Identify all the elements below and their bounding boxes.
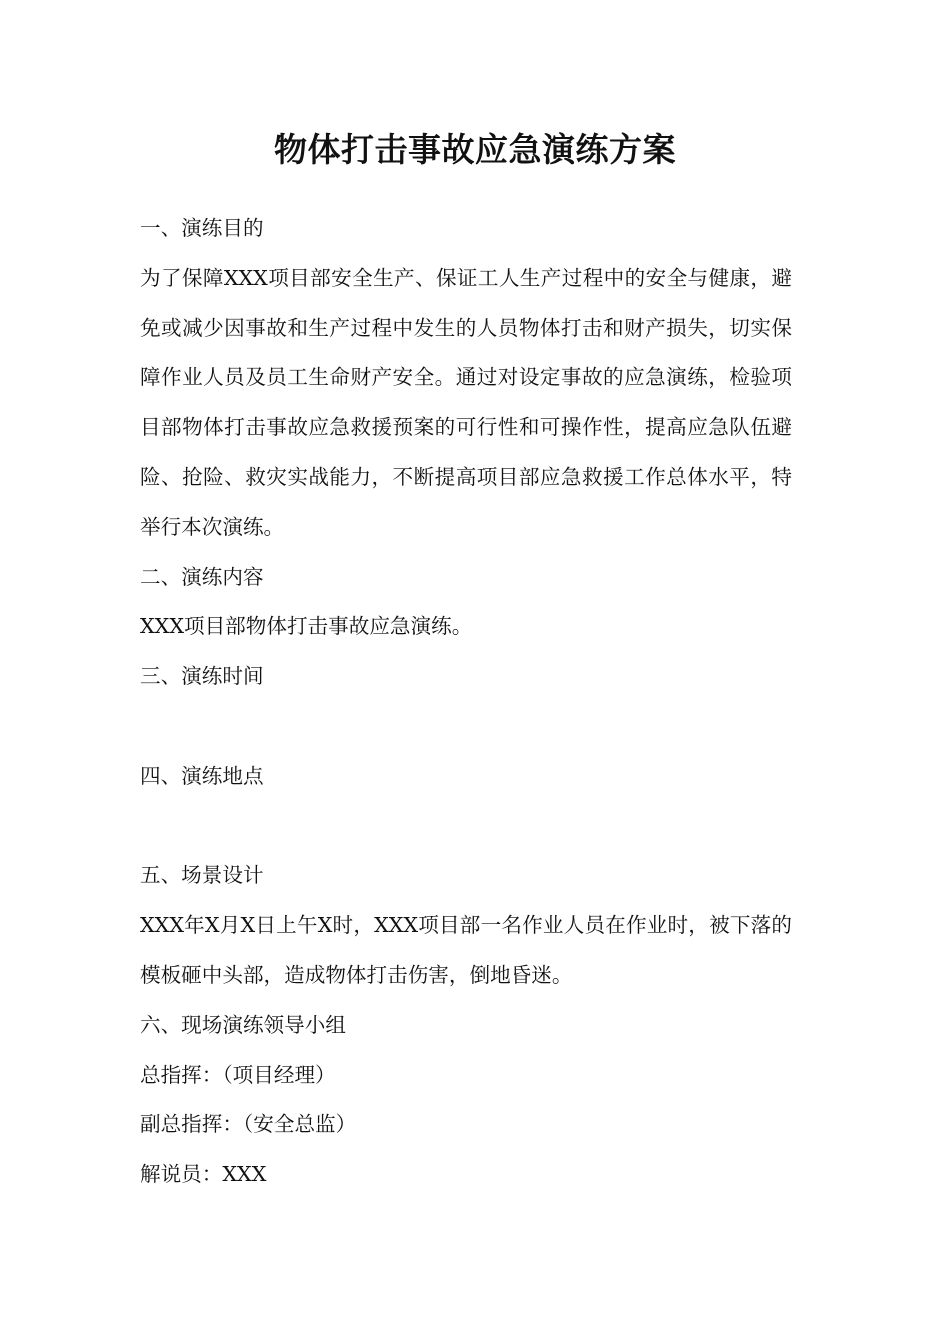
leadership-narrator: 解说员：XXX xyxy=(140,1162,267,1187)
section-body-content: XXX项目部物体打击事故应急演练。 xyxy=(140,614,473,639)
document-body xyxy=(140,204,792,1200)
blank-line-location xyxy=(140,802,792,852)
leadership-deputy: 副总指挥：（安全总监） xyxy=(140,1112,357,1137)
section-heading-leadership: 六、现场演练领导小组 xyxy=(140,1012,346,1037)
document-title: 物体打击事故应急演练方案 xyxy=(274,130,676,169)
section-heading-location: 四、演练地点 xyxy=(140,763,264,788)
section-body-purpose: 为了保障XXX项目部安全生产、保证工人生产过程中的安全与健康，避免或减少因事故和生产过程中发生的人员物体打击和财产损失，切实保障作业人员及员工生命财产安全。通过对设定事故的应急演练，检验项目部物体打击事故应急救援预案的可行性和可操作性，提高应急队伍避险、抢险、救灾实战能力，不断提高项目部应急救援工作总体水平，特举行本次演练。 xyxy=(140,265,792,539)
section-heading-purpose: 一、演练目的 xyxy=(140,216,264,240)
leadership-commander: 总指挥：（项目经理） xyxy=(140,1062,336,1087)
section-heading-content: 二、演练内容 xyxy=(140,564,264,589)
section-heading-scenario: 五、场景设计 xyxy=(140,863,264,888)
blank-line-time xyxy=(140,702,792,752)
section-heading-time: 三、演练时间 xyxy=(140,664,264,689)
section-body-scenario: XXX年X月X日上午X时，XXX项目部一名作业人员在作业时，被下落的模板砸中头部，造成物体打击伤害，倒地昏迷。 xyxy=(140,913,792,987)
